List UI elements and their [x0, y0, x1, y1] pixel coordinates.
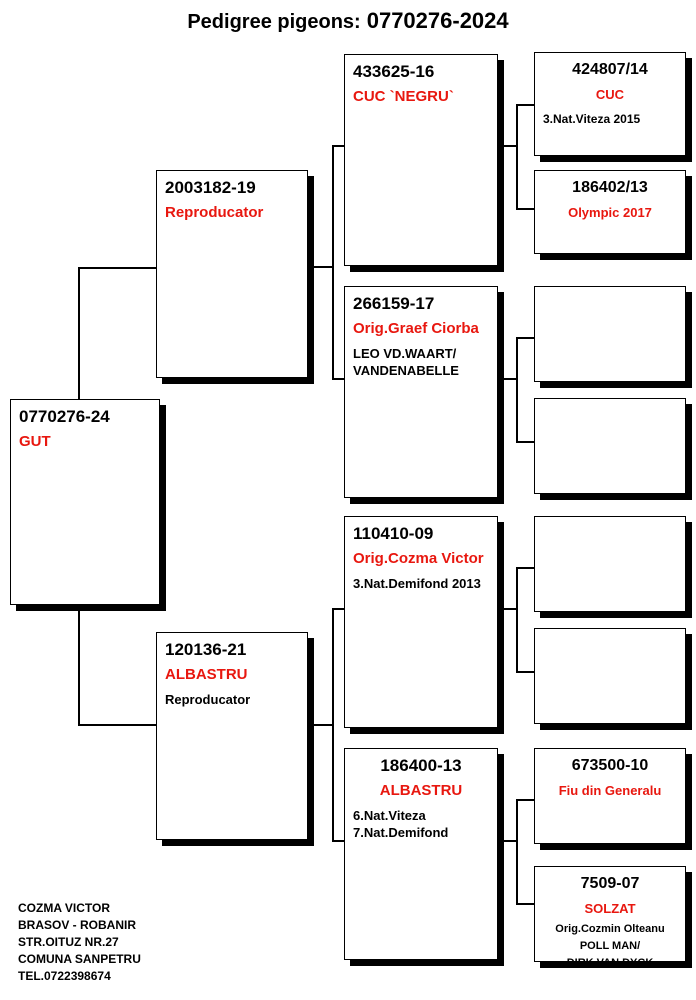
greatgrandparent-2-name: Olympic 2017	[568, 205, 652, 220]
page-title-label: Pedigree pigeons:	[187, 11, 361, 33]
connector-gp3-to-ggp5	[516, 567, 536, 569]
connector-gp2-vertical	[516, 337, 518, 443]
connector-gp2-to-ggp3	[516, 337, 536, 339]
owner-city: BRASOV - ROBANIR	[18, 918, 137, 932]
owner-commune: COMUNA SANPETRU	[18, 952, 141, 966]
connector-parent2-stem	[308, 724, 334, 726]
pedigree-box-grandparent-4[interactable]	[344, 748, 498, 960]
owner-phone: TEL.0722398674	[18, 969, 111, 983]
page-title	[0, 8, 696, 34]
grandparent-4-name: ALBASTRU	[379, 782, 463, 799]
connector-subject-to-parent-1	[78, 267, 156, 269]
connector-gp1-stem	[498, 145, 518, 147]
subject-ring: 0770276-24	[19, 407, 110, 426]
parent-2-ring: 120136-21	[165, 640, 247, 659]
greatgrandparent-7-name: Fiu din Generalu	[558, 783, 662, 798]
grandparent-3-name: Orig.Cozma Victor	[353, 550, 484, 567]
grandparent-1-name: CUC `NEGRU`	[353, 88, 454, 105]
greatgrandparent-2-ring: 186402/13	[572, 179, 648, 196]
connector-parent1-stem	[308, 266, 334, 268]
connector-gp3-stem	[498, 608, 518, 610]
pedigree-box-greatgrandparent-2[interactable]	[534, 170, 686, 254]
greatgrandparent-8-note-1: Orig.Cozmin Olteanu	[555, 923, 665, 935]
greatgrandparent-8-note-3: DIRK VAN DYCK	[566, 957, 654, 969]
owner-contact-block	[18, 900, 141, 985]
connector-gp4-to-ggp7	[516, 799, 536, 801]
connector-gp4-to-ggp8	[516, 903, 536, 905]
pedigree-box-parent-2[interactable]	[156, 632, 308, 840]
pedigree-box-greatgrandparent-1[interactable]	[534, 52, 686, 156]
connector-gp1-to-ggp1	[516, 104, 536, 106]
owner-street: STR.OITUZ NR.27	[18, 935, 119, 949]
connector-gp4-vertical	[516, 799, 518, 905]
connector-gp2-stem	[498, 378, 518, 380]
grandparent-2-note-1: LEO VD.WAART/	[353, 346, 457, 361]
pedigree-box-grandparent-1[interactable]	[344, 54, 498, 266]
grandparent-2-note-2: VANDENABELLE	[353, 363, 459, 378]
grandparent-3-note-1: 3.Nat.Demifond 2013	[353, 576, 481, 591]
grandparent-3-ring: 110410-09	[353, 524, 434, 543]
pedigree-box-grandparent-3[interactable]	[344, 516, 498, 728]
connector-gp3-to-ggp6	[516, 671, 536, 673]
grandparent-2-name: Orig.Graef Ciorba	[353, 320, 479, 337]
greatgrandparent-8-ring: 7509-07	[580, 875, 640, 892]
connector-gp2-to-ggp4	[516, 441, 536, 443]
greatgrandparent-1-name: CUC	[595, 87, 625, 102]
pedigree-box-greatgrandparent-4[interactable]	[534, 398, 686, 494]
greatgrandparent-1-ring: 424807/14	[572, 61, 648, 78]
pedigree-box-subject[interactable]	[10, 399, 160, 605]
greatgrandparent-8-name: SOLZAT	[584, 901, 636, 916]
pedigree-box-greatgrandparent-3[interactable]	[534, 286, 686, 382]
connector-gp1-vertical	[516, 104, 518, 210]
parent-1-name: Reproducator	[165, 204, 264, 221]
greatgrandparent-7-ring: 673500-10	[571, 757, 649, 774]
page-title-id: 0770276-2024	[366, 8, 509, 33]
pedigree-box-parent-1[interactable]	[156, 170, 308, 378]
grandparent-4-ring: 186400-13	[380, 756, 462, 775]
pedigree-box-grandparent-2[interactable]	[344, 286, 498, 498]
connector-gp3-vertical	[516, 567, 518, 673]
pedigree-box-greatgrandparent-5[interactable]	[534, 516, 686, 612]
parent-2-note: Reproducator	[165, 692, 251, 707]
grandparent-2-ring: 266159-17	[353, 294, 435, 313]
connector-gp1-to-ggp2	[516, 208, 536, 210]
parent-1-ring: 2003182-19	[165, 178, 256, 197]
owner-name: COZMA VICTOR	[18, 901, 110, 915]
grandparent-4-note-2: 7.Nat.Demifond	[353, 825, 449, 840]
pedigree-box-greatgrandparent-8[interactable]	[534, 866, 686, 969]
pedigree-box-greatgrandparent-7[interactable]	[534, 748, 686, 844]
grandparent-1-ring: 433625-16	[353, 62, 435, 81]
connector-parent1-vertical	[332, 145, 334, 380]
greatgrandparent-8-note-2: POLL MAN/	[579, 940, 641, 952]
pedigree-box-greatgrandparent-6[interactable]	[534, 628, 686, 724]
grandparent-4-note-1: 6.Nat.Viteza	[353, 808, 426, 823]
subject-name: GUT	[19, 433, 51, 450]
parent-2-name: ALBASTRU	[165, 666, 248, 683]
greatgrandparent-1-note-1: 3.Nat.Viteza 2015	[543, 112, 641, 126]
connector-gp4-stem	[498, 840, 518, 842]
connector-subject-to-parent-2	[78, 724, 156, 726]
